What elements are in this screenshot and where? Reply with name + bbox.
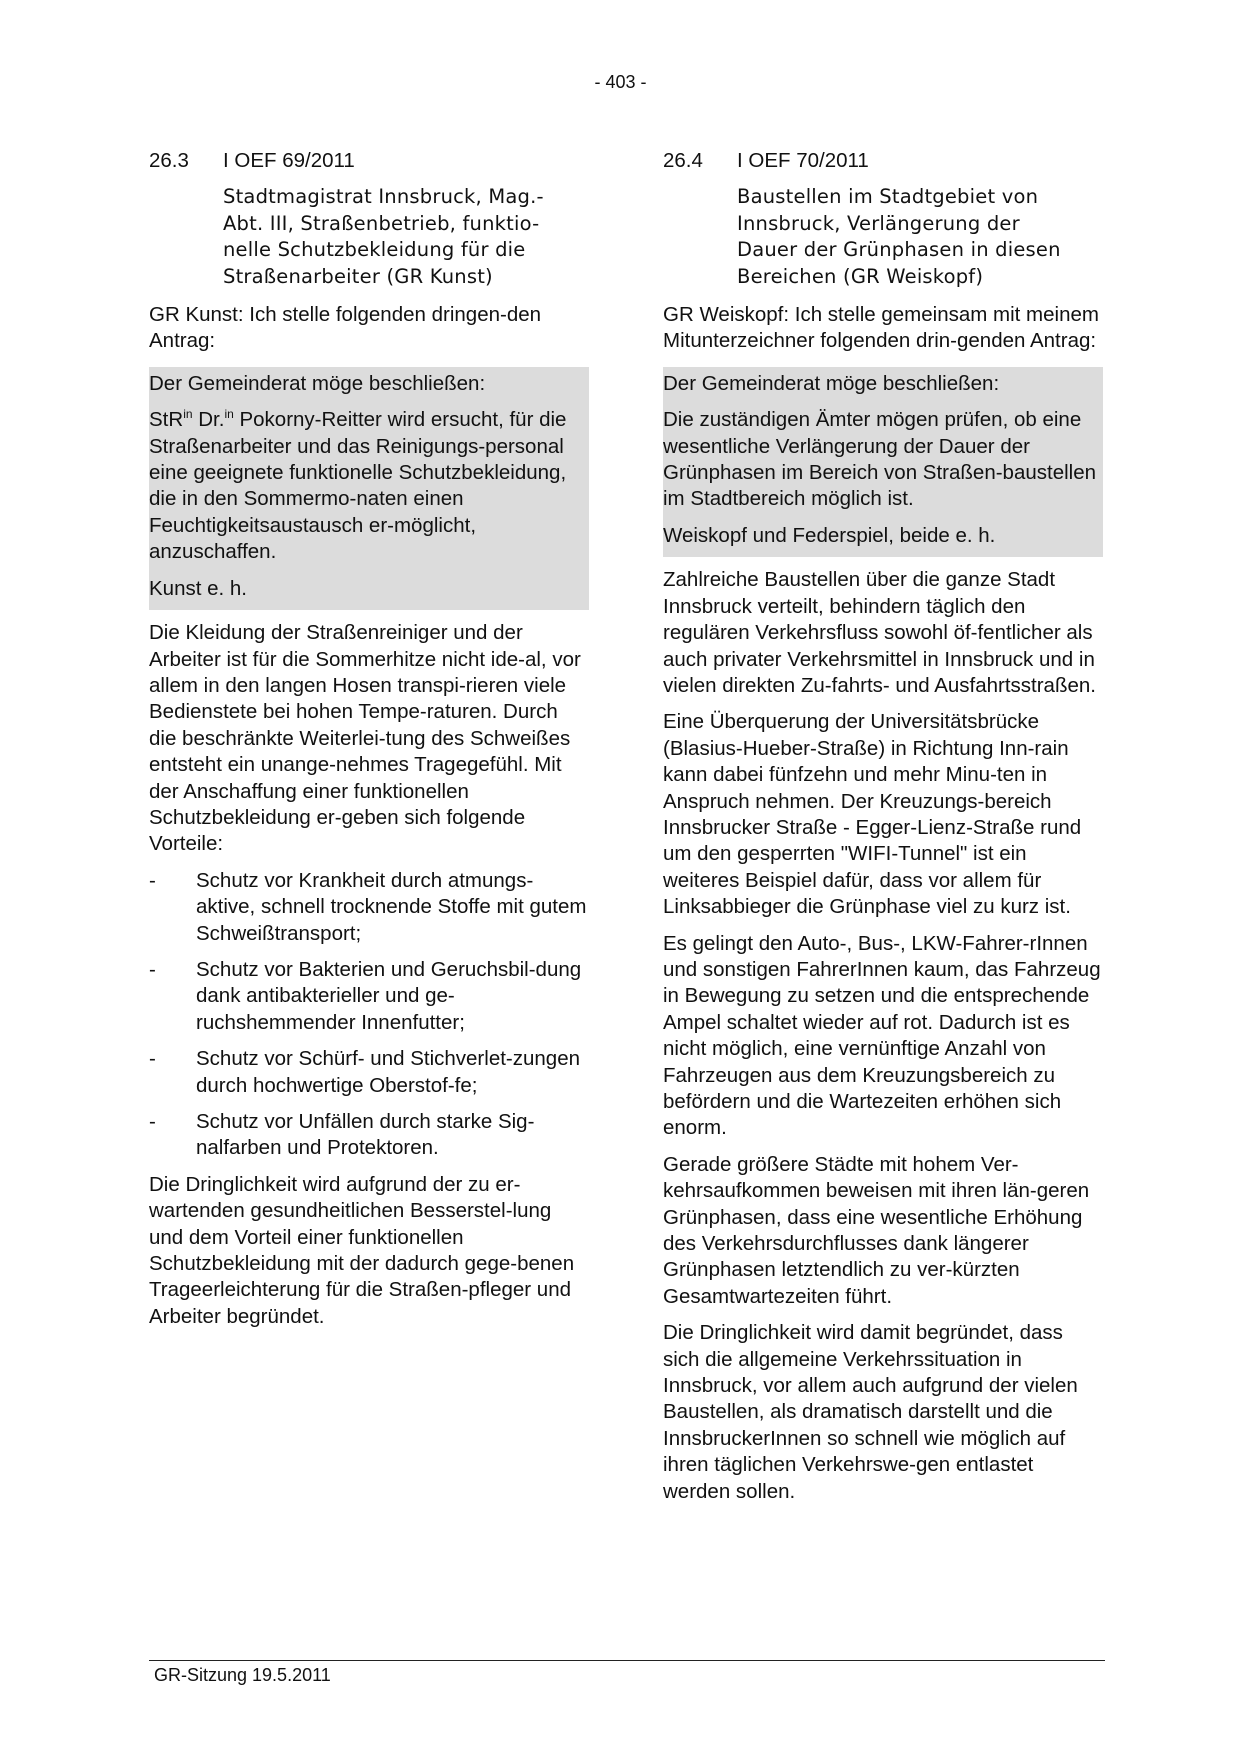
page-number: - 403 - — [594, 72, 647, 92]
list-item-text: Schutz vor Unfällen durch starke Sig-nalfarben und Protektoren. — [196, 1110, 535, 1160]
item-number: 26.4 — [663, 149, 703, 172]
item-subject — [737, 184, 1103, 290]
body-paragraph: Zahlreiche Baustellen über die ganze Stadt Innsbruck verteilt, behindern täglich den regulären Verkehrsfluss sowohl öf-fentlicher als auch privater Verkehrsmittel in Innsbruck und in vielen direkten Zu-fahrts- und Ausfahrtsstraßen. — [663, 568, 1096, 697]
item-heading — [663, 148, 1103, 174]
subject-line: Dauer der Grünphasen in diesen — [737, 238, 1061, 262]
dash-bullet: - — [149, 1047, 156, 1071]
list-item — [149, 1109, 589, 1162]
footer-session-label: GR-Sitzung 19.5.2011 — [154, 1665, 331, 1685]
right-column — [663, 148, 1103, 1515]
subject-line: Baustellen im Stadtgebiet von — [737, 185, 1039, 209]
item-heading — [149, 148, 589, 174]
body-paragraph: Die Dringlichkeit wird aufgrund der zu er-wartenden gesundheitlichen Besserstel-lung und dem Vorteil einer funktionellen Schutzbekleidung mit der dadurch gege-benen Trageerleichterung für die Straßen-pfleger und Arbeiter begründet. — [149, 1172, 575, 1328]
subject-line: Stadtmagistrat Innsbruck, Mag.- — [223, 185, 544, 209]
list-item — [149, 957, 589, 1036]
motion-sup-in: in — [183, 407, 193, 422]
subject-line: Abt. III, Straßenbetrieb, funktio- — [223, 211, 540, 235]
dash-bullet: - — [149, 1110, 156, 1133]
motion-box — [149, 367, 589, 610]
motion-sup-in: in — [224, 407, 234, 422]
left-column — [149, 148, 589, 1340]
item-subject — [223, 184, 589, 290]
body-paragraph: Die Kleidung der Straßenreiniger und der Arbeiter ist für die Sommerhitze nicht ide-al, vor allem in den langen Hosen transpi-rieren viele Bedienstete bei hohen Tempe-raturen. Durch die beschränkte Weiterlei-tung des Schweißes entsteht ein unange-nehmes Tragegefühl. Mit der Anschaffung einer funktionellen Schutzbekleidung er-geben sich folgende Vorteile: — [149, 621, 581, 856]
subject-line: Straßenarbeiter (GR Kunst) — [223, 264, 493, 288]
item-number: 26.3 — [149, 149, 189, 172]
list-item-text: Schutz vor Krankheit durch atmungs-aktive, schnell trocknende Stoffe mit gutem Schweißtransport; — [196, 868, 587, 945]
motion-box — [663, 367, 1103, 557]
motion-text: Die zuständigen Ämter mögen prüfen, ob eine wesentliche Verlängerung der Dauer der Grünphasen im Bereich von Straßen-baustellen im Stadtbereich möglich ist. — [663, 408, 1097, 511]
list-item-text: Schutz vor Bakterien und Geruchsbil-dung dank antibakterieller und ge-ruchshemmender Innenfutter; — [196, 957, 582, 1034]
motion-text — [149, 403, 585, 571]
body-paragraph: Gerade größere Städte mit hohem Ver-kehrsaufkommen beweisen mit ihren län-geren Grünphasen, dass eine wesentliche Erhöhung des Verkehrsdurchflusses dank längerer Grünphasen letztendlich zu ver-kürzten Gesamtwartezeiten führt. — [663, 1152, 1090, 1308]
advantages-list — [149, 868, 589, 1162]
motion-heading: Der Gemeinderat möge beschließen: — [663, 371, 1000, 395]
dash-bullet: - — [149, 868, 156, 892]
motion-intro: GR Weiskopf: Ich stelle gemeinsam mit meinem Mitunterzeichner folgenden drin-genden Antrag: — [663, 303, 1099, 353]
footer-divider — [149, 1660, 1105, 1661]
item-reference: I OEF 69/2011 — [223, 149, 355, 172]
motion-heading: Der Gemeinderat möge beschließen: — [149, 371, 486, 395]
motion-signature: Kunst e. h. — [149, 576, 248, 600]
motion-body: Pokorny-Reitter wird ersucht, für die Straßenarbeiter und das Reinigungs-personal eine geeignete funktionelle Schutzbekleidung, die in den Sommermo-naten einen Feuchtigkeitsaustausch er-möglicht, anzuschaffen. — [149, 408, 567, 564]
motion-title-dr: Dr. — [192, 408, 225, 432]
dash-bullet: - — [149, 957, 156, 981]
subject-line: nelle Schutzbekleidung für die — [223, 238, 526, 262]
list-item-text: Schutz vor Schürf- und Stichverlet-zungen durch hochwertige Oberstof-fe; — [196, 1047, 580, 1097]
body-paragraph: Die Dringlichkeit wird damit begründet, dass sich die allgemeine Verkehrssituation in Innsbruck, vor allem auch aufgrund der vielen Baustellen, als dramatisch darstellt und die InnsbruckerInnen so schnell wie möglich auf ihren täglichen Verkehrswe-gen entlastet werden sollen. — [663, 1321, 1078, 1503]
body-paragraph: Es gelingt den Auto-, Bus-, LKW-Fahrer-rInnen und sonstigen FahrerInnen kaum, das Fahrzeug in Bewegung zu setzen und die entsprechende Ampel schaltet wieder auf rot. Dadurch ist es nicht möglich, eine vernünftige Anzahl von Fahrzeugen aus dem Kreuzungsbereich zu befördern und die Wartezeiten erhöhen sich enorm. — [663, 931, 1101, 1140]
subject-line: Innsbruck, Verlängerung der — [737, 211, 1020, 235]
list-item — [149, 868, 589, 947]
motion-intro: GR Kunst: Ich stelle folgenden dringen-den Antrag: — [149, 303, 542, 353]
subject-line: Bereichen (GR Weiskopf) — [737, 264, 984, 288]
body-paragraph: Eine Überquerung der Universitätsbrücke (Blasius-Hueber-Straße) in Richtung Inn-rain kann dabei fünfzehn und mehr Minu-ten in Anspruch nehmen. Der Kreuzungs-bereich Innsbrucker Straße - Egger-Lienz-Straße rund um den gesperrten "WIFI-Tunnel" ist ein weiteres Beispiel dafür, dass vor allem für Linksabbieger die Grünphase viel zu kurz ist. — [663, 710, 1082, 919]
motion-signature: Weiskopf und Federspiel, beide e. h. — [663, 523, 996, 547]
motion-title-str: StR — [149, 408, 184, 432]
item-reference: I OEF 70/2011 — [737, 149, 869, 172]
list-item — [149, 1046, 589, 1099]
